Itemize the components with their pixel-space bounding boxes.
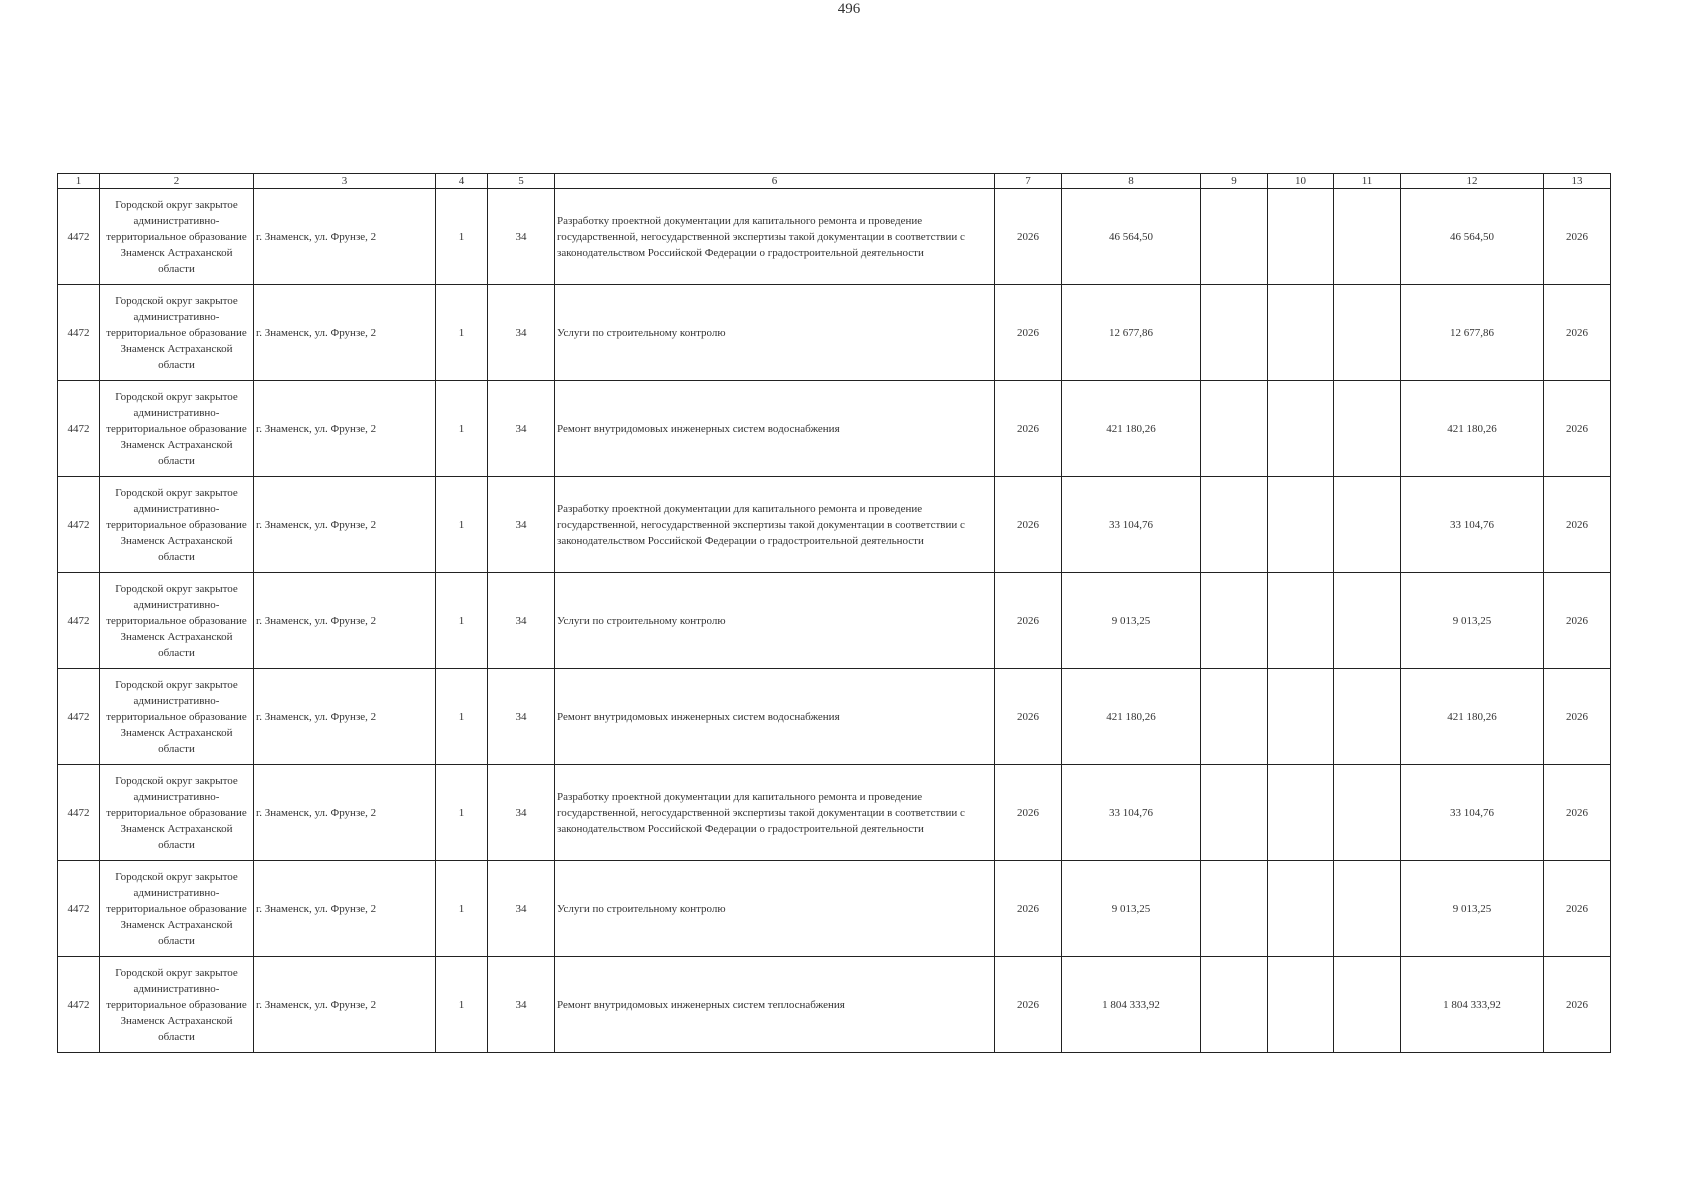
- cell-col4: 1: [436, 477, 488, 573]
- cell-col12: 9 013,25: [1401, 861, 1544, 957]
- table-row: [58, 669, 1611, 765]
- cell-cost: 9 013,25: [1062, 861, 1201, 957]
- cell-col11: [1334, 669, 1401, 765]
- cell-year: 2026: [995, 285, 1062, 381]
- cell-year: 2026: [995, 861, 1062, 957]
- cell-col13: 2026: [1544, 957, 1611, 1053]
- cell-col12: 9 013,25: [1401, 573, 1544, 669]
- cell-col9: [1201, 669, 1268, 765]
- cell-owner: Городской округ закрытое административно-территориальное образование Знаменск Астраханской области: [100, 957, 254, 1053]
- cell-col12: 33 104,76: [1401, 765, 1544, 861]
- cell-col12: 46 564,50: [1401, 189, 1544, 285]
- cell-col12: 1 804 333,92: [1401, 957, 1544, 1053]
- cell-year: 2026: [995, 381, 1062, 477]
- table-row: [58, 189, 1611, 285]
- cell-col10: [1268, 861, 1334, 957]
- page-number: 496: [837, 1, 861, 17]
- cell-col12: 12 677,86: [1401, 285, 1544, 381]
- cell-col11: [1334, 765, 1401, 861]
- column-header-1: 1: [58, 174, 100, 189]
- cell-col9: [1201, 477, 1268, 573]
- cell-owner: Городской округ закрытое административно-территориальное образование Знаменск Астраханской области: [100, 573, 254, 669]
- table-row: [58, 765, 1611, 861]
- cell-work-type: Разработку проектной документации для капитального ремонта и проведение государственной, негосударственной экспертизы такой документации в соответствии с законодательством Российской Федерации о градостроительной деятельности: [555, 477, 995, 573]
- cell-cost: 421 180,26: [1062, 381, 1201, 477]
- cell-cost: 33 104,76: [1062, 477, 1201, 573]
- cell-col12: 421 180,26: [1401, 669, 1544, 765]
- cell-col4: 1: [436, 573, 488, 669]
- cell-col5: 34: [488, 285, 555, 381]
- cell-col5: 34: [488, 573, 555, 669]
- cell-address: г. Знаменск, ул. Фрунзе, 2: [254, 381, 436, 477]
- cell-year: 2026: [995, 477, 1062, 573]
- cell-col9: [1201, 285, 1268, 381]
- cell-id: 4472: [58, 381, 100, 477]
- cell-col10: [1268, 477, 1334, 573]
- cell-year: 2026: [995, 573, 1062, 669]
- cell-address: г. Знаменск, ул. Фрунзе, 2: [254, 861, 436, 957]
- cell-address: г. Знаменск, ул. Фрунзе, 2: [254, 189, 436, 285]
- cell-col10: [1268, 957, 1334, 1053]
- cell-id: 4472: [58, 861, 100, 957]
- cell-year: 2026: [995, 669, 1062, 765]
- cell-col10: [1268, 285, 1334, 381]
- cell-cost: 33 104,76: [1062, 765, 1201, 861]
- cell-work-type: Ремонт внутридомовых инженерных систем теплоснабжения: [555, 957, 995, 1053]
- cell-col4: 1: [436, 957, 488, 1053]
- cell-col10: [1268, 189, 1334, 285]
- cell-address: г. Знаменск, ул. Фрунзе, 2: [254, 669, 436, 765]
- cell-col5: 34: [488, 477, 555, 573]
- column-header-6: 6: [555, 174, 995, 189]
- cell-col5: 34: [488, 189, 555, 285]
- cell-col4: 1: [436, 765, 488, 861]
- cell-col9: [1201, 957, 1268, 1053]
- cell-work-type: Ремонт внутридомовых инженерных систем водоснабжения: [555, 669, 995, 765]
- table-row: [58, 861, 1611, 957]
- cell-work-type: Услуги по строительному контролю: [555, 861, 995, 957]
- cell-cost: 1 804 333,92: [1062, 957, 1201, 1053]
- cell-year: 2026: [995, 189, 1062, 285]
- column-header-12: 12: [1401, 174, 1544, 189]
- column-header-2: 2: [100, 174, 254, 189]
- cell-cost: 421 180,26: [1062, 669, 1201, 765]
- column-header-9: 9: [1201, 174, 1268, 189]
- cell-col11: [1334, 861, 1401, 957]
- cell-work-type: Услуги по строительному контролю: [555, 285, 995, 381]
- cell-col11: [1334, 189, 1401, 285]
- cell-col4: 1: [436, 669, 488, 765]
- header-row: [58, 174, 1611, 189]
- table-row: [58, 285, 1611, 381]
- cell-col5: 34: [488, 861, 555, 957]
- cell-col11: [1334, 285, 1401, 381]
- cell-col4: 1: [436, 189, 488, 285]
- column-header-10: 10: [1268, 174, 1334, 189]
- cell-year: 2026: [995, 765, 1062, 861]
- cell-col9: [1201, 381, 1268, 477]
- cell-col10: [1268, 765, 1334, 861]
- cell-col5: 34: [488, 381, 555, 477]
- cell-col9: [1201, 573, 1268, 669]
- cell-col13: 2026: [1544, 861, 1611, 957]
- cell-id: 4472: [58, 669, 100, 765]
- cell-col10: [1268, 669, 1334, 765]
- cell-owner: Городской округ закрытое административно-территориальное образование Знаменск Астраханской области: [100, 861, 254, 957]
- table-body: [58, 189, 1611, 1053]
- table-row: [58, 381, 1611, 477]
- cell-col11: [1334, 381, 1401, 477]
- cell-col12: 33 104,76: [1401, 477, 1544, 573]
- cell-address: г. Знаменск, ул. Фрунзе, 2: [254, 285, 436, 381]
- cell-work-type: Разработку проектной документации для капитального ремонта и проведение государственной, негосударственной экспертизы такой документации в соответствии с законодательством Российской Федерации о градостроительной деятельности: [555, 765, 995, 861]
- cell-address: г. Знаменск, ул. Фрунзе, 2: [254, 765, 436, 861]
- cell-work-type: Услуги по строительному контролю: [555, 573, 995, 669]
- cell-owner: Городской округ закрытое административно-территориальное образование Знаменск Астраханской области: [100, 477, 254, 573]
- cell-address: г. Знаменск, ул. Фрунзе, 2: [254, 957, 436, 1053]
- column-header-7: 7: [995, 174, 1062, 189]
- cell-col13: 2026: [1544, 381, 1611, 477]
- cell-col9: [1201, 861, 1268, 957]
- cell-address: г. Знаменск, ул. Фрунзе, 2: [254, 573, 436, 669]
- cell-col11: [1334, 957, 1401, 1053]
- table-header: [58, 174, 1611, 189]
- cell-id: 4472: [58, 765, 100, 861]
- cell-work-type: Ремонт внутридомовых инженерных систем водоснабжения: [555, 381, 995, 477]
- cell-col4: 1: [436, 285, 488, 381]
- cell-col12: 421 180,26: [1401, 381, 1544, 477]
- cell-id: 4472: [58, 189, 100, 285]
- column-header-11: 11: [1334, 174, 1401, 189]
- column-header-13: 13: [1544, 174, 1611, 189]
- cell-col11: [1334, 477, 1401, 573]
- cell-owner: Городской округ закрытое административно-территориальное образование Знаменск Астраханской области: [100, 669, 254, 765]
- cell-cost: 12 677,86: [1062, 285, 1201, 381]
- cell-cost: 46 564,50: [1062, 189, 1201, 285]
- cell-work-type: Разработку проектной документации для капитального ремонта и проведение государственной, негосударственной экспертизы такой документации в соответствии с законодательством Российской Федерации о градостроительной деятельности: [555, 189, 995, 285]
- cell-col5: 34: [488, 669, 555, 765]
- cell-col10: [1268, 573, 1334, 669]
- cell-cost: 9 013,25: [1062, 573, 1201, 669]
- cell-col10: [1268, 381, 1334, 477]
- column-header-5: 5: [488, 174, 555, 189]
- cell-col13: 2026: [1544, 285, 1611, 381]
- table-row: [58, 477, 1611, 573]
- cell-col13: 2026: [1544, 573, 1611, 669]
- table-row: [58, 957, 1611, 1053]
- table-row: [58, 573, 1611, 669]
- cell-id: 4472: [58, 573, 100, 669]
- cell-col13: 2026: [1544, 189, 1611, 285]
- column-header-8: 8: [1062, 174, 1201, 189]
- column-header-4: 4: [436, 174, 488, 189]
- cell-col4: 1: [436, 381, 488, 477]
- cell-year: 2026: [995, 957, 1062, 1053]
- column-header-3: 3: [254, 174, 436, 189]
- cell-col13: 2026: [1544, 765, 1611, 861]
- cell-col11: [1334, 573, 1401, 669]
- capital-repair-table: [57, 173, 1611, 1053]
- cell-col5: 34: [488, 765, 555, 861]
- cell-id: 4472: [58, 285, 100, 381]
- cell-col9: [1201, 189, 1268, 285]
- cell-owner: Городской округ закрытое административно-территориальное образование Знаменск Астраханской области: [100, 381, 254, 477]
- cell-col4: 1: [436, 861, 488, 957]
- cell-col13: 2026: [1544, 669, 1611, 765]
- cell-col13: 2026: [1544, 477, 1611, 573]
- cell-address: г. Знаменск, ул. Фрунзе, 2: [254, 477, 436, 573]
- cell-id: 4472: [58, 957, 100, 1053]
- cell-col9: [1201, 765, 1268, 861]
- cell-owner: Городской округ закрытое административно-территориальное образование Знаменск Астраханской области: [100, 765, 254, 861]
- cell-owner: Городской округ закрытое административно-территориальное образование Знаменск Астраханской области: [100, 189, 254, 285]
- cell-owner: Городской округ закрытое административно-территориальное образование Знаменск Астраханской области: [100, 285, 254, 381]
- cell-id: 4472: [58, 477, 100, 573]
- cell-col5: 34: [488, 957, 555, 1053]
